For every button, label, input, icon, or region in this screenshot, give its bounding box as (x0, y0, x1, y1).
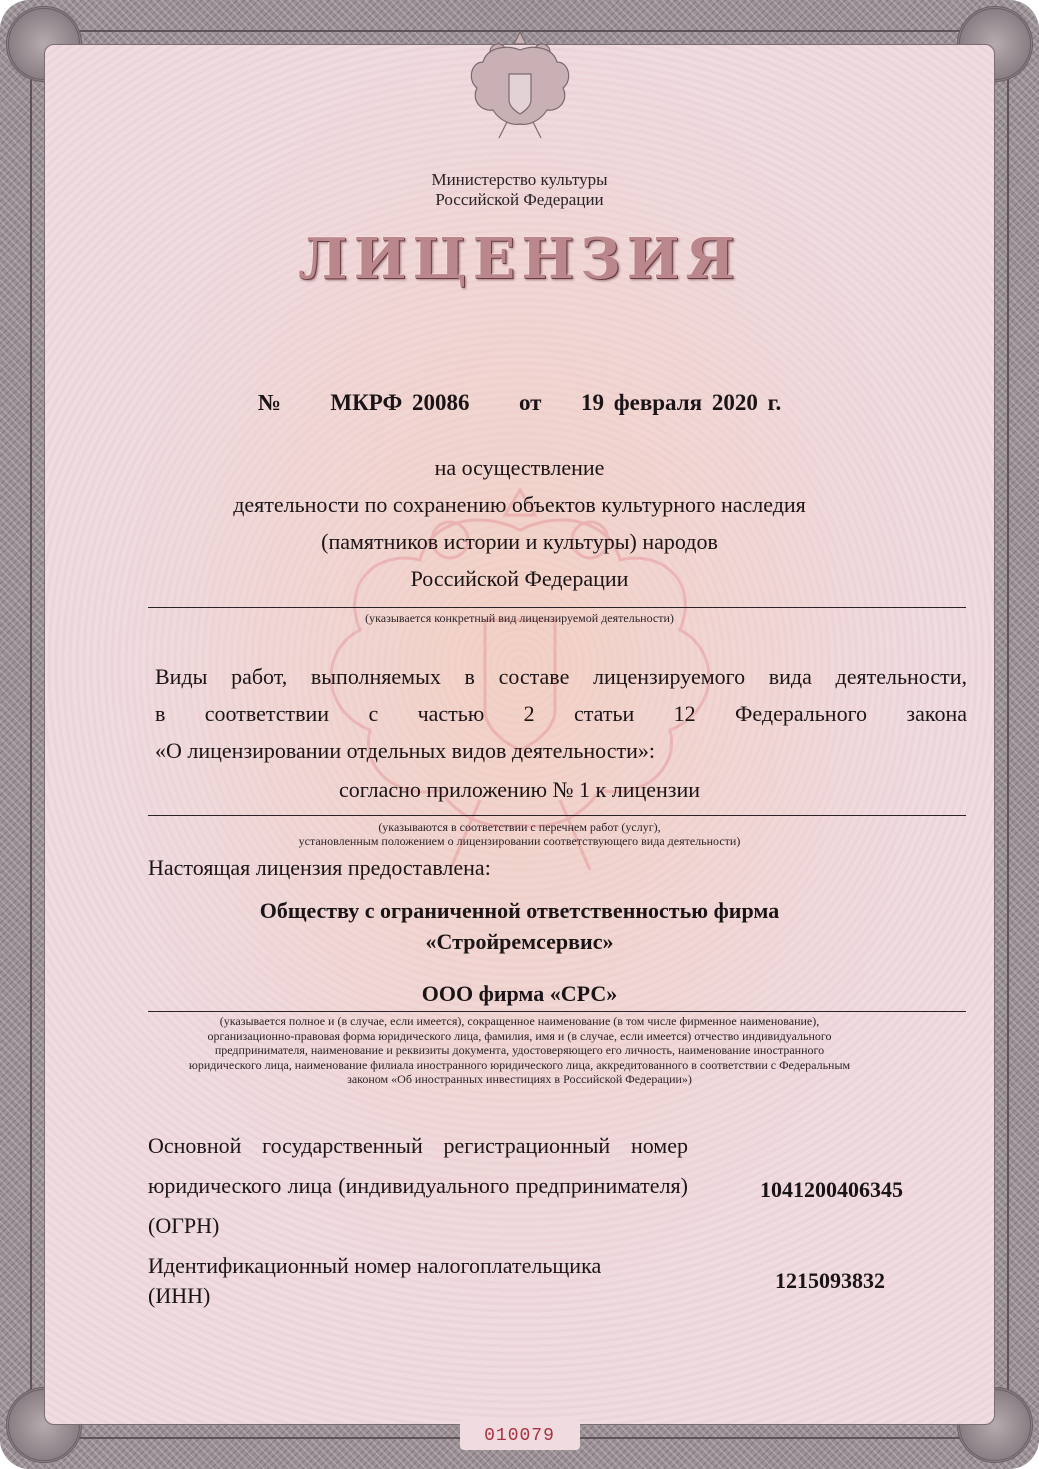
license-date: 19 февраля 2020 г. (580, 390, 782, 415)
number-sign: № (257, 390, 281, 415)
licensee-underline (148, 1011, 966, 1012)
activity-line-4: Российской Федерации (410, 566, 629, 591)
licensee-hint-line-4: юридического лица, наименование филиала иностранного юридического лица, аккредитованного в соответствии с Федеральным (188, 1057, 851, 1072)
activity-line-1: на осуществление (434, 455, 605, 480)
activity-hint: (указывается конкретный вид лицензируемой деятельности) (365, 611, 674, 625)
licensee-hint-line-3: предпринимателя, наименование и реквизиты документа, удостоверяющего его личность, наименование иностранного (214, 1043, 825, 1057)
licensed-activity (0, 449, 1039, 597)
inn-label (148, 1251, 688, 1311)
date-from-word: от (518, 390, 542, 415)
inn-label-line-1: Идентификационный номер налогоплательщика (148, 1253, 602, 1278)
works-line-2: в соответствии с частью 2 статьи 12 Федерального закона (155, 701, 967, 726)
works-line-3: «О лицензировании отдельных видов деятельности»: (155, 738, 655, 763)
licensee-hint-line-5: законом «Об иностранных инвестициях в Российской Федерации») (347, 1072, 692, 1086)
inn-label-line-2: (ИНН) (148, 1283, 211, 1308)
works-hint (0, 820, 1039, 848)
licensee-hint-line-1: (указывается полное и (в случае, если имеется), сокращенное наименование (в том числе фирменное наименование), (219, 1014, 820, 1028)
ministry-line-1: Министерство культуры (431, 170, 608, 189)
works-line-1: Виды работ, выполняемых в составе лицензируемого вида деятельности, (155, 664, 967, 689)
issuing-authority (0, 170, 1039, 210)
license-number: МКРФ 20086 (330, 390, 470, 415)
activity-line-2: деятельности по сохранению объектов культурного наследия (233, 492, 806, 517)
activity-line-3: (памятников истории и культуры) народов (321, 529, 718, 554)
document-title: ЛИЦЕНЗИЯ (298, 226, 741, 292)
licensee-full-name (0, 895, 1039, 957)
license-number-line (0, 390, 1039, 416)
works-underline (148, 815, 966, 816)
works-paragraph (155, 658, 967, 732)
licensee-hint-line-2: организационно-правовая форма юридического лица, фамилия, имя и (в случае, если имеется) отчество индивидуального (207, 1028, 832, 1043)
form-serial-number: 010079 (484, 1426, 555, 1446)
works-annex: согласно приложению № 1 к лицензии (338, 777, 701, 802)
ogrn-value: 1041200406345 (760, 1177, 903, 1202)
ogrn-label: Основной государственный регистрационный номер юридического лица (индивидуального предпринимателя) (ОГРН) (148, 1133, 688, 1238)
double-headed-eagle-emblem-icon (465, 22, 575, 142)
ministry-line-2: Российской Федерации (435, 190, 604, 209)
activity-underline (148, 607, 966, 608)
licensee-name-line-2: «Стройремсервис» (425, 929, 614, 954)
inn-value: 1215093832 (775, 1268, 885, 1293)
granted-label: Настоящая лицензия предоставлена: (148, 855, 491, 880)
licensee-name-line-1: Обществу с ограниченной ответственностью фирма (259, 898, 780, 923)
works-hint-line-2: установленным положением о лицензировании соответствующего вида деятельности) (298, 834, 741, 848)
licensee-hint (0, 1014, 1039, 1087)
works-hint-line-1: (указываются в соответствии с перечнем работ (услуг), (378, 820, 661, 834)
licensee-short-name: ООО фирма «СРС» (421, 981, 618, 1006)
